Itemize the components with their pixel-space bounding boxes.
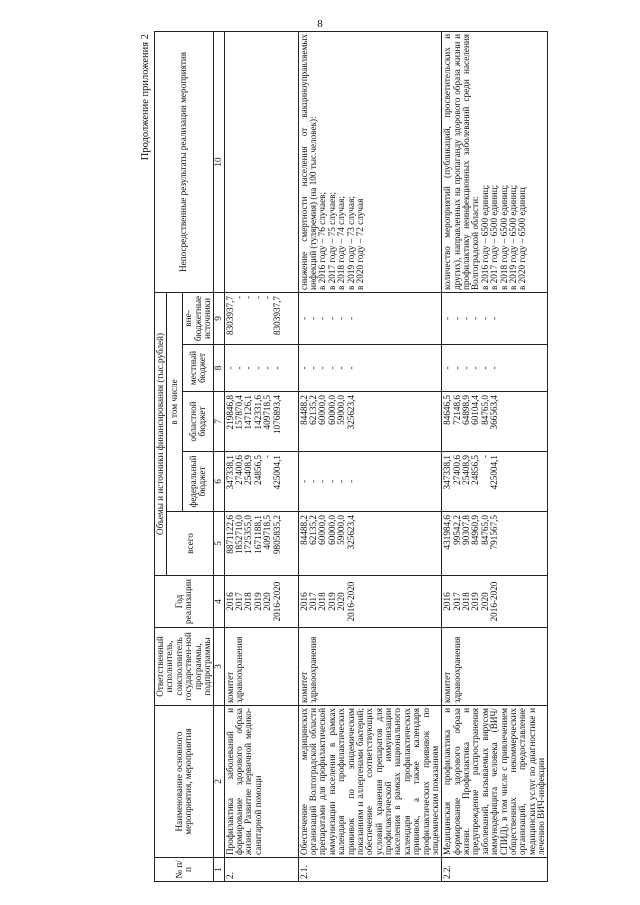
years: 2016 2017 2018 2019 2020 2016-2020 — [224, 576, 298, 628]
page-number: 8 — [317, 18, 323, 30]
header-results: Непосредственные результаты реализации мероприятия — [155, 31, 214, 292]
executor: комитет здравоохранения — [298, 628, 442, 706]
header-incl: в том числе — [167, 292, 183, 511]
header-total: всего — [167, 512, 214, 576]
extra-values: - - - - - - — [442, 292, 548, 344]
results: снижение смертности населения от вакциноуправляемых инфекций (туляремия) (на 100 тыс.человек): в 2016 году – 76 случаев; в 2017 году – 75 случаев; в 2018 году – 74 случая; в 2019 году – 73 случая; в 2020 году – 72 случая — [298, 31, 442, 292]
column-number: 4 — [214, 576, 224, 628]
regional-values: 84646,5 72148,6 64898,9 60104,4 84765,0 366563,4 — [442, 392, 548, 452]
header-year: Год реализации — [155, 576, 214, 628]
header-funding: Объемы и источники финансирования (тыс.рублей) — [155, 292, 167, 575]
regional-values: 219846,8 157870,4 147126,1 142331,6 409718,5 1076893,4 — [224, 392, 298, 452]
activity-name: Обеспечение медицинских организаций Волгоградской области препаратами для профилактической иммунизации населения в рамках календаря профилактических прививок по эпидемическим показаниям и аллергенами бактерий; обеспечение соответствующих условий хранения препаратов для профилактической иммунизации населения в рамках национального календаря профилактических прививок, а также календаря профилактических прививок по эпидемическим показаниям — [298, 706, 442, 858]
table-row — [442, 31, 548, 881]
total-values: 8871122,6 1852710,0 1725355,0 1671188,1 409718,5 9805835,2 — [224, 512, 298, 576]
column-number: 5 — [214, 512, 224, 576]
column-number-row — [214, 31, 224, 881]
executor: комитет здравоохранения — [224, 628, 298, 706]
row-number: 2.2. — [442, 858, 548, 882]
column-number: 9 — [214, 292, 224, 344]
local-values: - - - - - - — [224, 345, 298, 392]
column-number: 3 — [214, 628, 224, 706]
extra-values: 8303937,7 - - - - 8303937,7 — [224, 292, 298, 344]
column-number: 2 — [214, 706, 224, 858]
table-row — [298, 31, 442, 881]
row-number: 2. — [224, 858, 298, 882]
program-table — [154, 31, 548, 882]
results — [224, 31, 298, 292]
column-number: 8 — [214, 345, 224, 392]
years: 2016 2017 2018 2019 2020 2016-2020 — [442, 576, 548, 628]
activity-name: Медицинская профилактика и формирование здорового образа жизни. Профилактика и предупреждение распространения заболеваний, вызываемых вирусом иммунодефицита человека (ВИЧ/СПИД), в том числе с привлечением общественных некоммерческих организаций, предоставление медицинских услуг по диагностике и лечению ВИЧ-инфекции — [442, 706, 548, 858]
header-regional: областной бюджет — [183, 392, 214, 452]
header-federal: федеральный бюджет — [183, 452, 214, 512]
extra-values: - - - - - - — [298, 292, 442, 344]
local-values: - - - - - - — [442, 345, 548, 392]
federal-values: - - - - - - — [298, 452, 442, 512]
header-no: № п/п — [155, 858, 214, 882]
executor: комитет здравоохранения — [442, 628, 548, 706]
column-number: 7 — [214, 392, 224, 452]
years: 2016 2017 2018 2019 2020 2016-2020 — [298, 576, 442, 628]
total-values: 431984,6 99542,2 90307,8 84960,9 84765,0 791567,5 — [442, 512, 548, 576]
header-local: местный бюджет — [183, 345, 214, 392]
header-executor: Ответственный исполнитель, соисполнитель государствен-ной программы, подпрограммы — [155, 628, 214, 706]
federal-values: 347338,1 27400,6 25408,9 24856,5 - 425004,1 — [224, 452, 298, 512]
header-extra: вне-бюджетные источники — [183, 292, 214, 344]
column-number: 10 — [214, 31, 224, 292]
rotated-page-content — [140, 32, 638, 882]
federal-values: 347338,1 27400,6 25408,9 24856,5 - 425004,1 — [442, 452, 548, 512]
row-number: 2.1. — [298, 858, 442, 882]
continuation-note: Продолжение приложения 2 — [140, 34, 151, 161]
column-number: 1 — [214, 858, 224, 882]
results: количество мероприятий (публикаций, просветительских и других), направленных на пропаганду здорового образа жизни и профилактику неинфекционных заболеваний среди населения Волгоградской области: в 2016 году – 6500 единиц; в 2017 году – 6500 единиц; в 2018 году – 6500 единиц; в 2019 году – 6500 единиц; в 2020 году – 6500 единиц — [442, 31, 548, 292]
table-row — [224, 31, 298, 881]
local-values: - - - - - - — [298, 345, 442, 392]
total-values: 84488,2 62135,2 60000,0 60000,0 59000,0 325623,4 — [298, 512, 442, 576]
column-number: 6 — [214, 452, 224, 512]
header-name: Наименование основного мероприятия, мероприятия — [155, 706, 214, 858]
activity-name: Профилактика заболеваний и формирование здорового образа жизни. Развитие первичной медико-санитарной помощи — [224, 706, 298, 858]
regional-values: 84488,2 62135,2 60000,0 60000,0 59000,0 325623,4 — [298, 392, 442, 452]
